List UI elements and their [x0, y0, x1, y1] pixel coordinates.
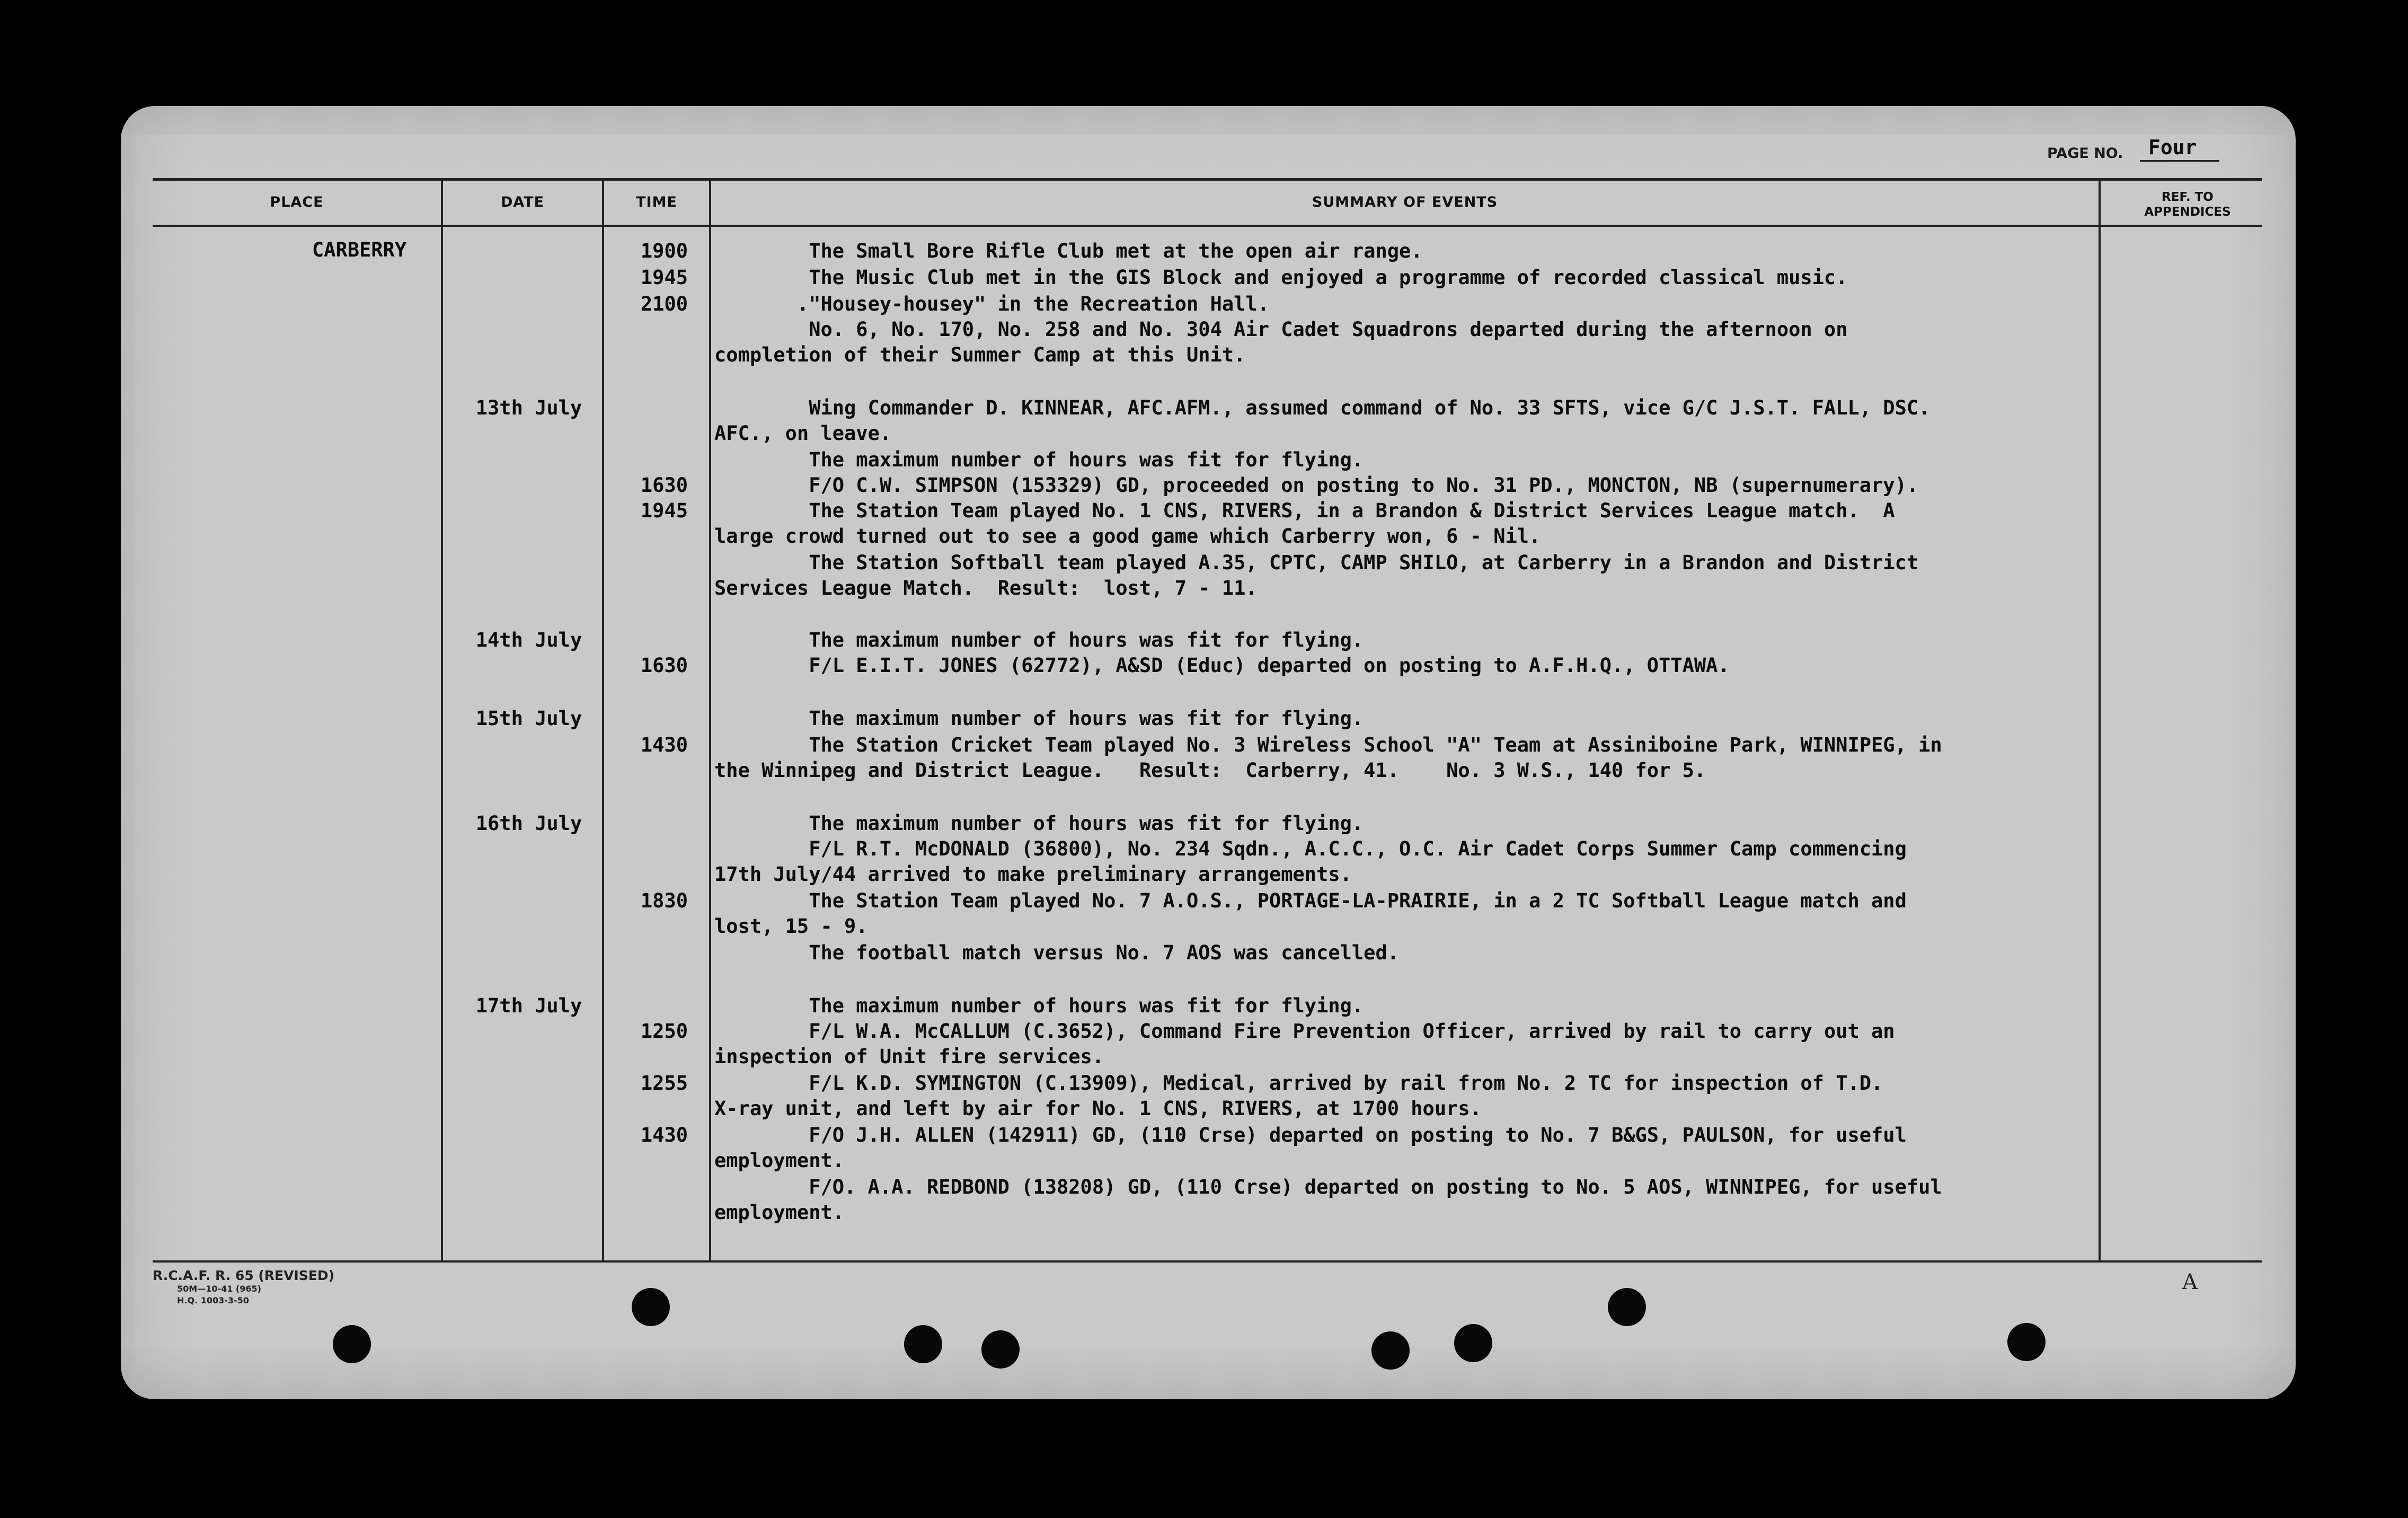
time-entry: 1945 — [640, 266, 688, 289]
page-number-label: PAGE NO. — [2047, 145, 2123, 162]
time-entry: 1250 — [640, 1020, 688, 1043]
summary-line: AFC., on leave. — [714, 422, 892, 445]
summary-line: The maximum number of hours was fit for flying. — [714, 448, 1364, 471]
time-entry: 2100 — [640, 293, 688, 315]
date-entry: 13th July — [475, 396, 582, 419]
summary-line: No. 6, No. 170, No. 258 and No. 304 Air Cadet Squadrons departed during the afternoon on — [714, 318, 1848, 341]
summary-line: F/O J.H. ALLEN (142911) GD, (110 Crse) departed on posting to No. 7 B&GS, PAULSON, for useful — [714, 1124, 1907, 1146]
form-number: R.C.A.F. R. 65 (REVISED) — [153, 1268, 335, 1283]
time-entry: 1430 — [640, 734, 688, 756]
summary-line: F/O C.W. SIMPSON (153329) GD, proceeded on posting to No. 31 PD., MONCTON, NB (supernumerary). — [714, 474, 1919, 497]
punch-hole — [1608, 1288, 1646, 1326]
date-entry: 14th July — [475, 629, 582, 651]
summary-line: The maximum number of hours was fit for flying. — [714, 994, 1364, 1017]
summary-line: employment. — [714, 1149, 845, 1172]
time-entry: 1255 — [640, 1072, 688, 1095]
bottom-rule — [153, 1260, 2262, 1263]
summary-line: F/L R.T. McDONALD (36800), No. 234 Sqdn., A.C.C., O.C. Air Cadet Corps Summer Camp commencing — [714, 837, 1907, 860]
summary-line: F/L E.I.T. JONES (62772), A&SD (Educ) departed on posting to A.F.H.Q., OTTAWA. — [714, 654, 1730, 677]
form-reference — [153, 1268, 334, 1307]
summary-line: Wing Commander D. KINNEAR, AFC.AFM., assumed command of No. 33 SFTS, vice G/C J.S.T. FALL, DSC. — [714, 396, 1931, 419]
page-number-underline — [2140, 160, 2219, 162]
time-entry: 1945 — [640, 499, 688, 522]
summary-line: The Station Cricket Team played No. 3 Wireless School "A" Team at Assiniboine Park, WINNIPEG, in — [714, 734, 1942, 756]
date-entry: 17th July — [475, 994, 582, 1017]
summary-line: the Winnipeg and District League. Result: Carberry, 41. No. 3 W.S., 140 for 5. — [714, 759, 1706, 782]
time-entry: 1630 — [640, 654, 688, 677]
time-entry: 1830 — [640, 889, 688, 912]
summary-line: inspection of Unit fire services. — [714, 1045, 1104, 1068]
punch-hole — [904, 1325, 942, 1363]
summary-line: F/L K.D. SYMINGTON (C.13909), Medical, arrived by rail from No. 2 TC for inspection of T.D. — [714, 1072, 1883, 1095]
punch-hole — [2007, 1323, 2046, 1361]
punch-hole — [632, 1288, 670, 1326]
hq-code: H.Q. 1003-3-50 — [177, 1295, 249, 1305]
summary-line: The maximum number of hours was fit for flying. — [714, 629, 1364, 651]
header-rule — [153, 225, 2262, 227]
summary-line: employment. — [714, 1201, 845, 1224]
summary-line: The football match versus No. 7 AOS was cancelled. — [714, 941, 1400, 964]
summary-line: The Small Bore Rifle Club met at the open air range. — [714, 240, 1423, 262]
punch-hole — [1371, 1331, 1410, 1370]
summary-line: X-ray unit, and left by air for No. 1 CNS, RIVERS, at 1700 hours. — [714, 1097, 1482, 1120]
summary-line: Services League Match. Result: lost, 7 - 11. — [714, 577, 1258, 599]
place-date-divider — [441, 178, 443, 1261]
time-entry: 1900 — [640, 240, 688, 262]
diary-card — [121, 106, 2296, 1399]
ref-header-line2: APPENDICES — [2144, 205, 2231, 219]
summary-line: The maximum number of hours was fit for flying. — [714, 812, 1364, 835]
ref-column-header — [2103, 190, 2272, 219]
summary-column-header: SUMMARY OF EVENTS — [1312, 194, 1498, 210]
print-code: 50M—10-41 (965) — [177, 1284, 261, 1294]
summary-line: The Station Softball team played A.35, CPTC, CAMP SHILO, at Carberry in a Brandon and District — [714, 551, 1919, 574]
summary-line: The Station Team played No. 1 CNS, RIVERS, in a Brandon & District Services League match. A — [714, 499, 1895, 522]
date-entry: 15th July — [475, 707, 582, 730]
punch-hole — [981, 1330, 1020, 1369]
date-entry: 16th July — [475, 812, 582, 835]
time-entry: 1630 — [640, 474, 688, 497]
place-column-header: PLACE — [270, 194, 324, 210]
summary-line: The maximum number of hours was fit for flying. — [714, 707, 1364, 730]
summary-line: F/L W.A. McCALLUM (C.3652), Command Fire Prevention Officer, arrived by rail to carry out an — [714, 1020, 1895, 1043]
summary-line: 17th July/44 arrived to make preliminary arrangements. — [714, 863, 1352, 886]
ref-header-line1: REF. TO — [2162, 190, 2214, 204]
summary-line: The Station Team played No. 7 A.O.S., PORTAGE-LA-PRAIRIE, in a 2 TC Softball League match and — [714, 889, 1907, 912]
appendix-margin-mark: A — [2182, 1270, 2198, 1294]
page-number-value: Four — [2148, 136, 2197, 159]
summary-line: ."Housey-housey" in the Recreation Hall. — [714, 293, 1269, 315]
top-rule — [153, 178, 2262, 181]
time-entry: 1430 — [640, 1124, 688, 1146]
punch-hole — [1454, 1324, 1492, 1362]
summary-line: F/O. A.A. REDBOND (138208) GD, (110 Crse) departed on posting to No. 5 AOS, WINNIPEG, for useful — [714, 1176, 1942, 1198]
date-column-header: DATE — [500, 194, 545, 210]
time-column-header: TIME — [636, 194, 677, 210]
punch-hole — [333, 1325, 371, 1363]
time-summary-divider — [709, 178, 711, 1261]
summary-line: lost, 15 - 9. — [714, 915, 868, 938]
summary-line: The Music Club met in the GIS Block and enjoyed a programme of recorded classical music. — [714, 266, 1848, 289]
place-name: CARBERRY — [312, 239, 407, 261]
summary-line: large crowd turned out to see a good game which Carberry won, 6 - Nil. — [714, 525, 1541, 548]
summary-line: completion of their Summer Camp at this Unit. — [714, 343, 1246, 366]
